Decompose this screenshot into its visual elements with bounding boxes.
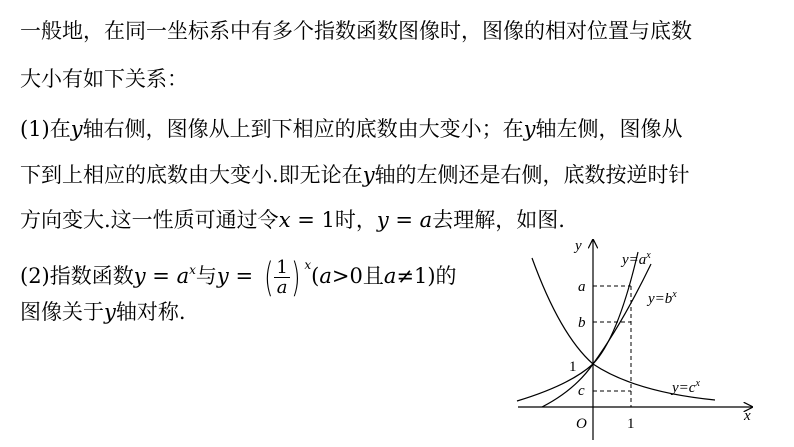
item2-line-1: (2)指数函数$y = a^x$与y = ( $\frac{1}{a}$ ) $^x$(a>0且a≠1)的 (20, 254, 457, 301)
exponential-graph (510, 234, 760, 444)
y-axis-label: y (575, 238, 582, 254)
intro-line-2: 大小有如下关系： (20, 67, 188, 91)
item1-line-1: (1)在y轴右侧，图像从上到下相应的底数由大变小；在y轴左侧，图像从 (20, 117, 683, 141)
curve-c (532, 258, 715, 400)
curve-c-label: $y=c^x$ (672, 378, 700, 396)
curve-a-label: $y=a^x$ (622, 250, 651, 268)
item2-line-2: 图像关于y轴对称. (20, 300, 186, 324)
intro-line-1: 一般地，在同一坐标系中有多个指数函数图像时，图像的相对位置与底数 (20, 19, 692, 43)
tick-one-y-label: 1 (569, 359, 577, 375)
origin-label: O (576, 416, 587, 432)
tick-a-label: a (578, 279, 586, 295)
curve-b-label: $y=b^x$ (648, 289, 677, 307)
item1-line-3: 方向变大.这一性质可通过令x = 1时，y = a去理解，如图. (20, 208, 565, 232)
x-axis-label: x (744, 408, 751, 424)
tick-one-x-label: 1 (627, 416, 635, 432)
tick-b-label: b (578, 315, 586, 331)
tick-c-label: c (578, 383, 585, 399)
item1-line-2: 下到上相应的底数由大变小.即无论在y轴的左侧还是右侧，底数按逆时针 (20, 163, 690, 187)
fraction-one-over-a: ( $\frac{1}{a}$ ) (263, 254, 301, 301)
